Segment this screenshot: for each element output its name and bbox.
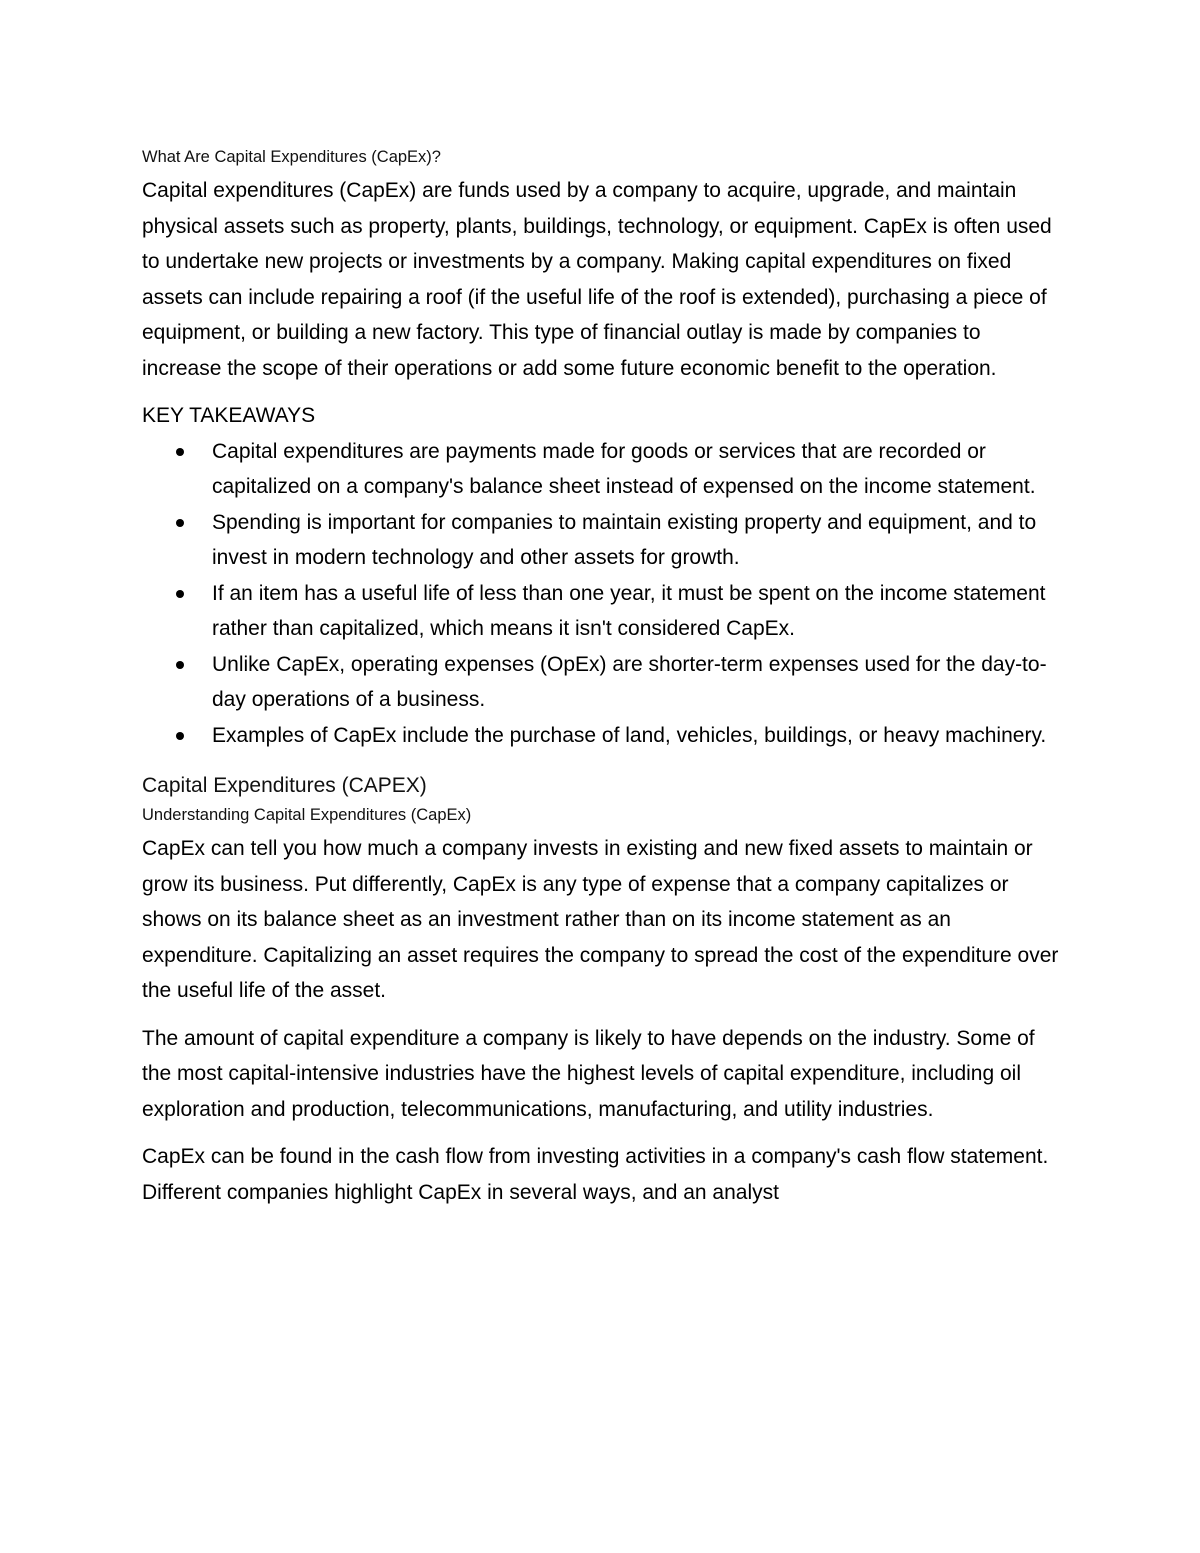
bullet-icon — [176, 661, 184, 669]
list-item — [142, 434, 1062, 505]
key-takeaways-heading: KEY TAKEAWAYS — [142, 404, 316, 427]
intro-paragraph: Capital expenditures (CapEx) are funds used by a company to acquire, upgrade, and maintain physical assets such as property, plants, buildings, technology, or equipment. CapEx is often used to undertake new projects or investments by a company. Making capital expenditures on fixed assets can include repairing a roof (if the useful life of the roof is extended), purchasing a piece of equipment, or building a new factory. This type of financial outlay is made by companies to increase the scope of their operations or add some future economic benefit to the operation. — [142, 179, 1052, 380]
list-item — [142, 576, 1062, 647]
list-item-text: Spending is important for companies to maintain existing property and equipment, and to invest in modern technology and other assets for growth. — [212, 510, 1037, 569]
list-item-text: If an item has a useful life of less than one year, it must be spent on the income statement rather than capitalized, which means it isn't considered CapEx. — [212, 581, 1046, 640]
body-paragraph: CapEx can be found in the cash flow from investing activities in a company's cash flow statement. Different companies highlight CapEx in several ways, and an analyst — [142, 1145, 1049, 1204]
bullet-icon — [176, 732, 184, 740]
list-item-text: Unlike CapEx, operating expenses (OpEx) are shorter-term expenses used for the day-to-day operations of a business. — [212, 652, 1047, 711]
key-takeaways-list — [142, 434, 1062, 754]
list-item — [142, 718, 1062, 754]
list-item — [142, 505, 1062, 576]
bullet-icon — [176, 519, 184, 527]
section-subheading: Understanding Capital Expenditures (CapEx) — [142, 806, 472, 824]
list-item-text: Capital expenditures are payments made for goods or services that are recorded or capitalized on a company's balance sheet instead of expensed on the income statement. — [212, 439, 1036, 498]
list-item-text: Examples of CapEx include the purchase of land, vehicles, buildings, or heavy machinery. — [212, 723, 1047, 747]
body-paragraph: The amount of capital expenditure a company is likely to have depends on the industry. Some of the most capital-intensive industries have the highest levels of capital expenditure, including oil exploration and production, telecommunications, manufacturing, and utility industries. — [142, 1026, 1035, 1121]
list-item — [142, 647, 1062, 718]
body-paragraph: CapEx can tell you how much a company invests in existing and new fixed assets to maintain or grow its business. Put differently, CapEx is any type of expense that a company capitalizes or shows on its balance sheet as an investment rather than on its income statement as an expenditure. Capitalizing an asset requires the company to spread the cost of the expenditure over the useful life of the asset. — [142, 837, 1059, 1002]
document-page — [142, 145, 1062, 1210]
bullet-icon — [176, 448, 184, 456]
bullet-icon — [176, 590, 184, 598]
section-heading: Capital Expenditures (CAPEX) — [142, 774, 427, 797]
document-title: What Are Capital Expenditures (CapEx)? — [142, 148, 441, 166]
